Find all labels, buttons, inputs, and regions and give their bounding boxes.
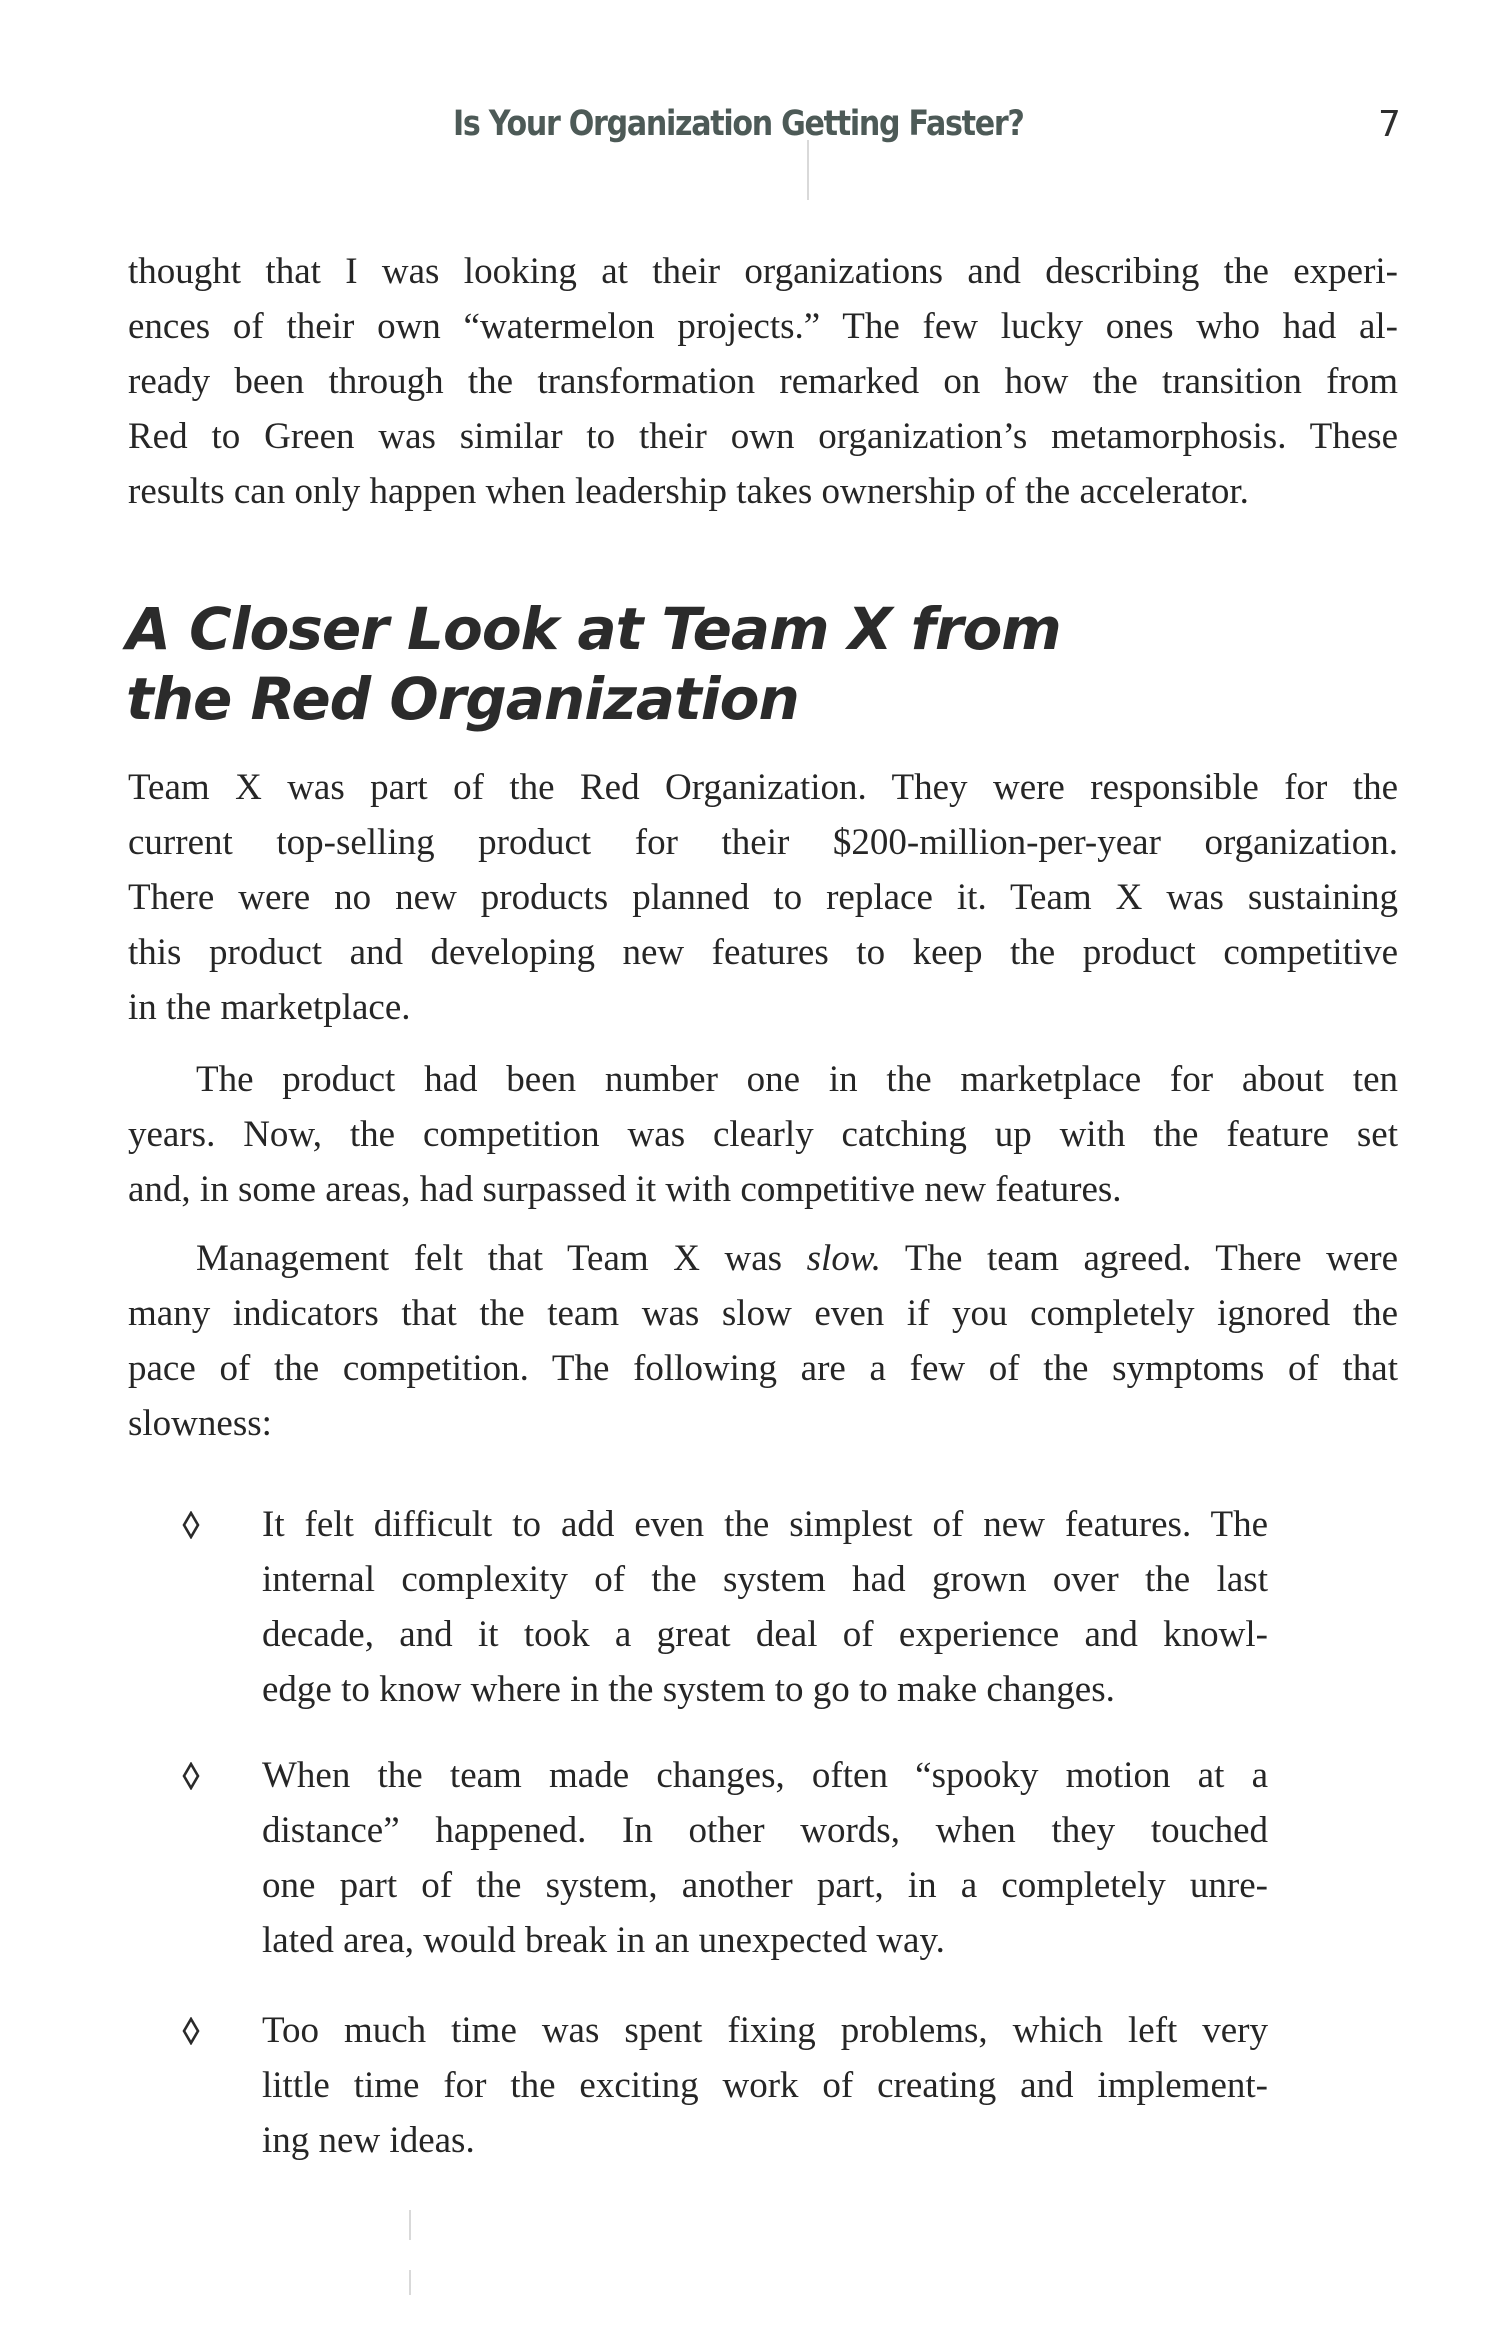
text-line: current top-selling product for their $200-million-per-year organization.	[128, 822, 1398, 863]
text-line: distance” happened. In other words, when they touched	[262, 1810, 1268, 1851]
text-line: Red to Green was similar to their own organization’s metamorphosis. These	[128, 416, 1398, 457]
list-item-text	[262, 1748, 1268, 1968]
text-line: slowness:	[128, 1403, 272, 1444]
heading-line: A Closer Look at Team X from	[126, 595, 1061, 663]
emphasis-slow: slow.	[806, 1238, 882, 1279]
paragraph	[128, 1231, 1398, 1451]
text-run: Management felt that Team X was	[196, 1238, 807, 1279]
text-line: this product and developing new features to keep the product competitive	[128, 932, 1398, 973]
diamond-outline-icon	[182, 1511, 200, 1539]
text-line: pace of the competition. The following are a few of the symptoms of that	[128, 1348, 1398, 1389]
text-line	[128, 1231, 1398, 1286]
scan-artifact	[409, 2210, 411, 2240]
scan-artifact	[409, 2270, 411, 2295]
list-item-text	[262, 1497, 1268, 1717]
text-line: edge to know where in the system to go to make changes.	[262, 1669, 1115, 1710]
text-line: When the team made changes, often “spooky motion at a	[262, 1755, 1268, 1796]
text-line: ences of their own “watermelon projects.” The few lucky ones who had al-	[128, 306, 1398, 347]
paragraph	[128, 1052, 1398, 1217]
text-run: The team agreed. There were	[881, 1238, 1398, 1279]
text-line: It felt difficult to add even the simplest of new features. The	[262, 1504, 1268, 1545]
running-head	[0, 104, 1500, 164]
page-number: 7	[1378, 104, 1401, 145]
text-line: results can only happen when leadership takes ownership of the accelerator.	[128, 471, 1249, 512]
text-line: ing new ideas.	[262, 2120, 475, 2161]
list-item-text	[262, 2003, 1268, 2168]
paragraph	[128, 760, 1398, 1035]
heading-line: the Red Organization	[126, 665, 799, 733]
section-heading	[126, 594, 1061, 734]
text-line: in the marketplace.	[128, 987, 411, 1028]
text-line: The product had been number one in the marketplace for about ten	[196, 1059, 1398, 1100]
diamond-outline-icon	[182, 1762, 200, 1790]
text-line: lated area, would break in an unexpected way.	[262, 1920, 945, 1961]
diamond-outline-icon	[182, 2017, 200, 2045]
running-head-title: Is Your Organization Getting Faster?	[453, 104, 1024, 144]
text-line: decade, and it took a great deal of experience and knowl-	[262, 1614, 1268, 1655]
text-line: internal complexity of the system had grown over the last	[262, 1559, 1268, 1600]
text-line: one part of the system, another part, in a completely unre-	[262, 1865, 1268, 1906]
text-line: years. Now, the competition was clearly catching up with the feature set	[128, 1114, 1398, 1155]
text-line: thought that I was looking at their organizations and describing the experi-	[128, 251, 1398, 292]
text-line: and, in some areas, had surpassed it with competitive new features.	[128, 1169, 1122, 1210]
text-line: There were no new products planned to replace it. Team X was sustaining	[128, 877, 1398, 918]
paragraph	[128, 244, 1398, 519]
text-line: ready been through the transformation remarked on how the transition from	[128, 361, 1398, 402]
text-line: Too much time was spent fixing problems, which left very	[262, 2010, 1268, 2051]
text-line: Team X was part of the Red Organization. They were responsible for the	[128, 767, 1398, 808]
text-line: many indicators that the team was slow even if you completely ignored the	[128, 1293, 1398, 1334]
text-line: little time for the exciting work of creating and implement-	[262, 2065, 1268, 2106]
